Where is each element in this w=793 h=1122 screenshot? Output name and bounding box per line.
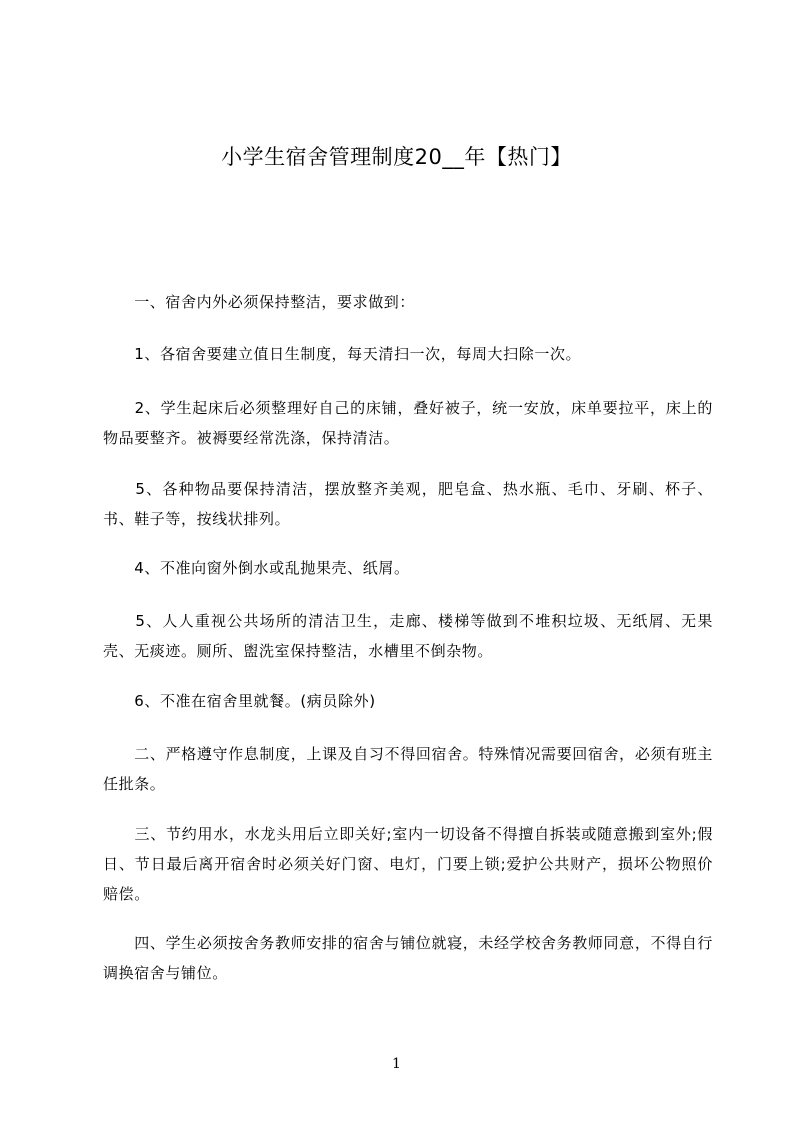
paragraph-section-1-heading: 一、宿舍内外必须保持整洁，要求做到： <box>103 293 416 311</box>
paragraph-section-4: 四、学生必须按舍务教师安排的宿舍与铺位就寝，未经学校舍务教师同意，不得自行调换宿舍与铺位。 <box>103 934 713 982</box>
document-title: 小学生宿舍管理制度20__年【热门】 <box>221 145 572 169</box>
paragraph-item-6: 6、不准在宿舍里就餐。(病员除外) <box>103 692 376 710</box>
paragraph-item-4: 4、不准向窗外倒水或乱抛果壳、纸屑。 <box>103 559 410 577</box>
paragraph-section-3: 三、节约用水，水龙头用后立即关好;室内一切设备不得擅自拆装或随意搬到室外;假日、节日最后离开宿舍时必须关好门窗、电灯，门要上锁;爱护公共财产，损坏公物照价赔偿。 <box>103 825 713 903</box>
paragraph-item-2: 2、学生起床后必须整理好自己的床铺，叠好被子，统一安放，床单要拉平，床上的物品要整齐。被褥要经常洗涤，保持清洁。 <box>103 399 713 447</box>
paragraph-item-5a: 5、各种物品要保持清洁，摆放整齐美观，肥皂盒、热水瓶、毛巾、牙刷、杯子、书、鞋子等，按线状排列。 <box>103 480 713 528</box>
paragraph-item-5b: 5、人人重视公共场所的清洁卫生，走廊、楼梯等做到不堆积垃圾、无纸屑、无果壳、无痰迹。厕所、盥洗室保持整洁，水槽里不倒杂物。 <box>103 612 713 660</box>
paragraph-item-1: 1、各宿舍要建立值日生制度，每天清扫一次，每周大扫除一次。 <box>103 345 582 363</box>
page-number: 1 <box>392 1056 401 1072</box>
paragraph-section-2: 二、严格遵守作息制度，上课及自习不得回宿舍。特殊情况需要回宿舍，必须有班主任批条。 <box>103 745 713 793</box>
